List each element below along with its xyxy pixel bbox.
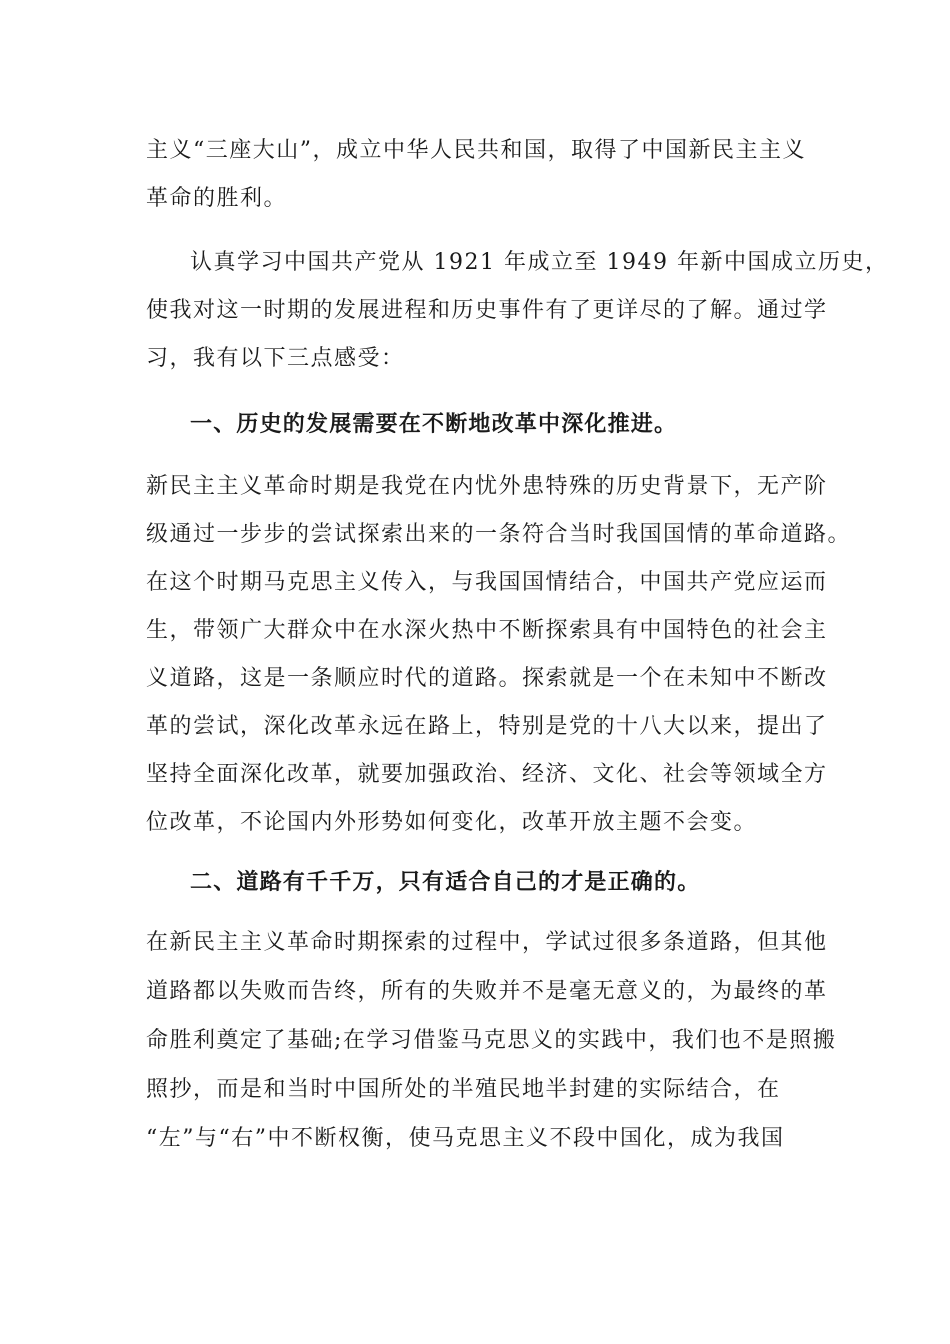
paragraph-line: 义道路，这是一条顺应时代的道路。探索就是一个在未知中不断改 <box>146 666 828 691</box>
paragraph-line: 道路都以失败而告终，所有的失败并不是毫无意义的，为最终的革 <box>146 979 828 1004</box>
paragraph-line: 生，带领广大群众中在水深火热中不断探索具有中国特色的社会主 <box>146 618 828 643</box>
paragraph-line: 在新民主主义革命时期探索的过程中，学试过很多条道路，但其他 <box>146 930 828 955</box>
paragraph-line: 位改革，不论国内外形势如何变化，改革开放主题不会变。 <box>146 810 758 835</box>
paragraph-line: “左”与“右”中不断权衡，使马克思主义不段中国化，成为我国 <box>146 1126 785 1151</box>
paragraph-line: 级通过一步步的尝试探索出来的一条符合当时我国国情的革命道路。 <box>146 522 852 547</box>
paragraph-line: 认真学习中国共产党从 1921 年成立至 1949 年新中国成立历史， <box>190 250 889 275</box>
paragraph-line: 新民主主义革命时期是我党在内忧外患特殊的历史背景下，无产阶 <box>146 474 828 499</box>
paragraph-line: 照抄，而是和当时中国所处的半殖民地半封建的实际结合，在 <box>146 1077 781 1102</box>
paragraph-line: 命胜利奠定了基础;在学习借鉴马克思义的实践中，我们也不是照搬 <box>146 1028 837 1053</box>
section-heading-1: 一、历史的发展需要在不断地改革中深化推进。 <box>190 411 678 437</box>
paragraph-line: 坚持全面深化改革，就要加强政治、经济、文化、社会等领域全方 <box>146 762 828 787</box>
paragraph-line: 革命的胜利。 <box>146 186 288 211</box>
paragraph-line: 主义“三座大山”，成立中华人民共和国，取得了中国新民主主义 <box>146 138 806 163</box>
paragraph-line: 革的尝试，深化改革永远在路上，特别是党的十八大以来，提出了 <box>146 714 828 739</box>
paragraph-line: 使我对这一时期的发展进程和历史事件有了更详尽的了解。通过学 <box>146 298 828 323</box>
paragraph-line: 在这个时期马克思主义传入，与我国国情结合，中国共产党应运而 <box>146 570 828 595</box>
section-heading-2: 二、道路有千千万，只有适合自己的才是正确的。 <box>190 869 701 895</box>
paragraph-line: 习，我有以下三点感受： <box>146 346 405 371</box>
